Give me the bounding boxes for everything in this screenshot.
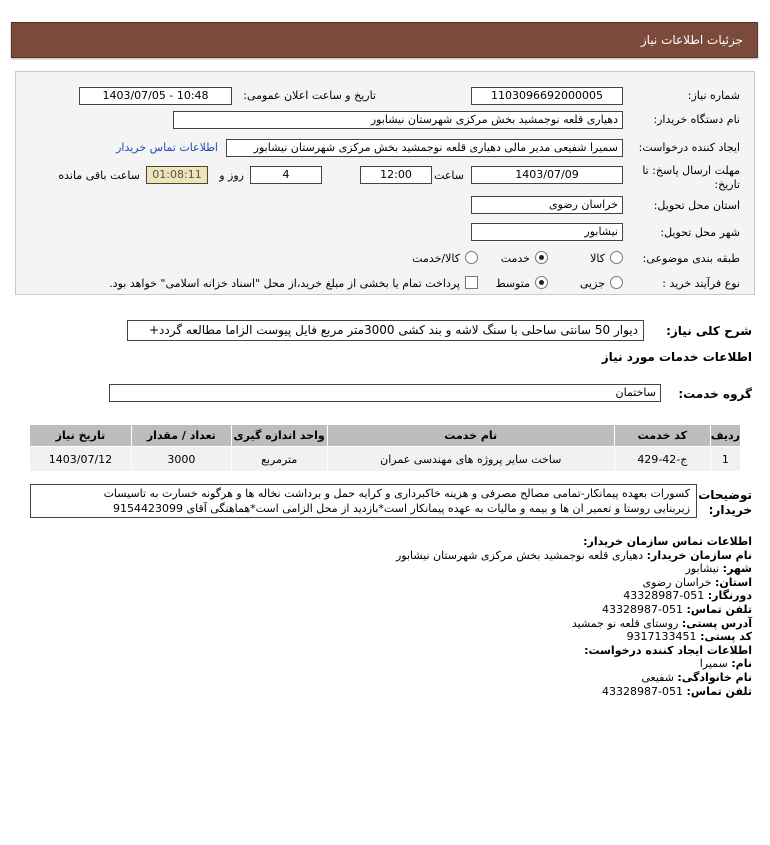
- col-header-row: ردیف: [710, 425, 740, 447]
- creator-contact-title: اطلاعات ایجاد کننده درخواست:: [584, 643, 752, 657]
- province-label: استان محل تحویل:: [653, 199, 740, 212]
- announce-label: تاریخ و ساعت اعلان عمومی:: [243, 89, 376, 102]
- service-group-field: ساختمان: [109, 384, 661, 402]
- remaining-time-field: 01:08:11: [146, 166, 208, 184]
- notes-label: توضیحات: [698, 488, 752, 502]
- contact-fax-value: 051-43328987: [623, 589, 705, 603]
- contact-province-label: استان:: [715, 575, 752, 589]
- buyer-label: نام دستگاه خریدار:: [653, 113, 740, 126]
- buyer-contact-section: [32, 535, 752, 698]
- contact-postal-label: کد پستی:: [700, 630, 752, 644]
- col-header-code: کد خدمت: [614, 425, 710, 447]
- remaining-label: ساعت باقی مانده: [58, 169, 140, 182]
- need-number-label: شماره نیاز:: [687, 89, 740, 102]
- service-group-label: گروه خدمت:: [678, 387, 752, 401]
- process-label: نوع فرآیند خرید :: [662, 277, 740, 290]
- need-info-panel: [15, 71, 755, 295]
- contact-phone-label: تلفن تماس:: [686, 602, 752, 616]
- contact-phone-value: 051-43328987: [602, 602, 684, 616]
- cell-qty: 3000: [131, 447, 231, 472]
- services-table: [29, 424, 741, 472]
- cell-unit: مترمربع: [231, 447, 327, 472]
- org-contact-title: اطلاعات تماس سازمان خریدار:: [583, 535, 752, 548]
- contact-address-label: آدرس پستی:: [681, 616, 752, 630]
- creator-field: سمیرا شفیعی مدیر مالی دهیاری قلعه نوجمشید بخش مرکزی شهرستان نیشابور: [226, 139, 623, 157]
- days-label: روز و: [219, 169, 244, 182]
- services-section-title: اطلاعات خدمات مورد نیاز: [601, 350, 752, 364]
- col-header-unit: واحد اندازه گیری: [231, 425, 327, 447]
- creator-last-name-value: شفیعی: [641, 670, 674, 684]
- category-label: طبقه بندی موضوعی:: [642, 252, 740, 265]
- buyer-field: دهیاری قلعه نوجمشید بخش مرکزی شهرستان نیشابور: [173, 111, 623, 129]
- category-both-label: کالا/خدمت: [412, 252, 460, 265]
- deadline-date-label: تاریخ:: [714, 178, 740, 191]
- page-header: [11, 22, 758, 58]
- category-goods-radio[interactable]: [610, 251, 623, 264]
- deadline-time-field: 12:00: [360, 166, 432, 184]
- time-label: ساعت: [434, 169, 464, 182]
- contact-city-value: نیشابور: [685, 562, 720, 576]
- process-minor-label: جزیی: [579, 277, 605, 290]
- notes-label-2: خریدار:: [708, 503, 752, 517]
- org-name-label: نام سازمان خریدار:: [646, 548, 752, 562]
- category-both-radio[interactable]: [465, 251, 478, 264]
- announce-field: 1403/07/05 - 10:48: [79, 87, 232, 105]
- province-field: خراسان رضوی: [471, 196, 623, 214]
- creator-last-name-label: نام خانوادگی:: [677, 670, 752, 684]
- city-label: شهر محل تحویل:: [660, 226, 740, 239]
- payment-note: پرداخت تمام یا بخشی از مبلغ خرید،از محل "اسناد خزانه اسلامی" خواهد بود.: [109, 277, 460, 290]
- deadline-label: مهلت ارسال پاسخ: تا: [642, 164, 740, 177]
- page-title: جزئیات اطلاعات نیاز: [640, 33, 743, 47]
- notes-line-2: زیربنایی روستا و تعمیر ان ها و بیمه و مالیات به عهده پیمانکار است*بازدید از محل الزامی است*هماهنگی آقای 9154423099: [112, 502, 690, 515]
- category-goods-label: کالا: [590, 252, 605, 265]
- creator-first-name-label: نام:: [731, 657, 752, 671]
- notes-line-1: کسورات بعهده پیمانکار-تمامی مصالح مصرفی و هزینه خاکبرداری و کرایه حمل و برداشت نخاله ها و هرگونه خسارت به تاسیسات: [103, 487, 690, 500]
- buyer-contact-link[interactable]: اطلاعات تماس خریدار: [116, 141, 218, 154]
- table-row: [30, 447, 741, 472]
- process-medium-radio[interactable]: [535, 276, 548, 289]
- cell-row: 1: [710, 447, 740, 472]
- table-header-row: [30, 425, 741, 447]
- notes-field: [30, 484, 697, 518]
- col-header-name: نام خدمت: [327, 425, 614, 447]
- creator-label: ایجاد کننده درخواست:: [638, 141, 740, 154]
- contact-city-label: شهر:: [722, 562, 752, 576]
- description-field: دیوار 50 سانتی ساحلی با سنگ لاشه و بند کشی 3000متر مربع فایل پیوست الزاما مطالعه گردد+: [127, 320, 644, 341]
- creator-phone-label: تلفن تماس:: [686, 684, 752, 698]
- category-service-radio[interactable]: [535, 251, 548, 264]
- contact-province-value: خراسان رضوی: [642, 575, 712, 589]
- process-minor-radio[interactable]: [610, 276, 623, 289]
- contact-address-value: روستای قلعه نو جمشید: [571, 616, 679, 630]
- creator-first-name-value: سمیرا: [699, 657, 728, 671]
- treasury-payment-checkbox[interactable]: [465, 276, 478, 289]
- cell-date: 1403/07/12: [30, 447, 132, 472]
- need-number-field: 1103096692000005: [471, 87, 623, 105]
- org-name-value: دهیاری قلعه نوجمشید بخش مرکزی شهرستان نیشابور: [395, 548, 644, 562]
- col-header-date: تاریخ نیاز: [30, 425, 132, 447]
- process-medium-label: متوسط: [495, 277, 530, 290]
- city-field: نیشابور: [471, 223, 623, 241]
- category-service-label: خدمت: [500, 252, 530, 265]
- cell-name: ساخت سایر پروژه های مهندسی عمران: [327, 447, 614, 472]
- contact-postal-value: 9317133451: [626, 630, 697, 644]
- days-field: 4: [250, 166, 322, 184]
- contact-fax-label: دورنگار:: [707, 589, 752, 603]
- description-label: شرح کلی نیاز:: [666, 324, 752, 338]
- creator-phone-value: 051-43328987: [602, 684, 684, 698]
- cell-code: ج-42-429: [614, 447, 710, 472]
- deadline-date-field: 1403/07/09: [471, 166, 623, 184]
- col-header-qty: تعداد / مقدار: [131, 425, 231, 447]
